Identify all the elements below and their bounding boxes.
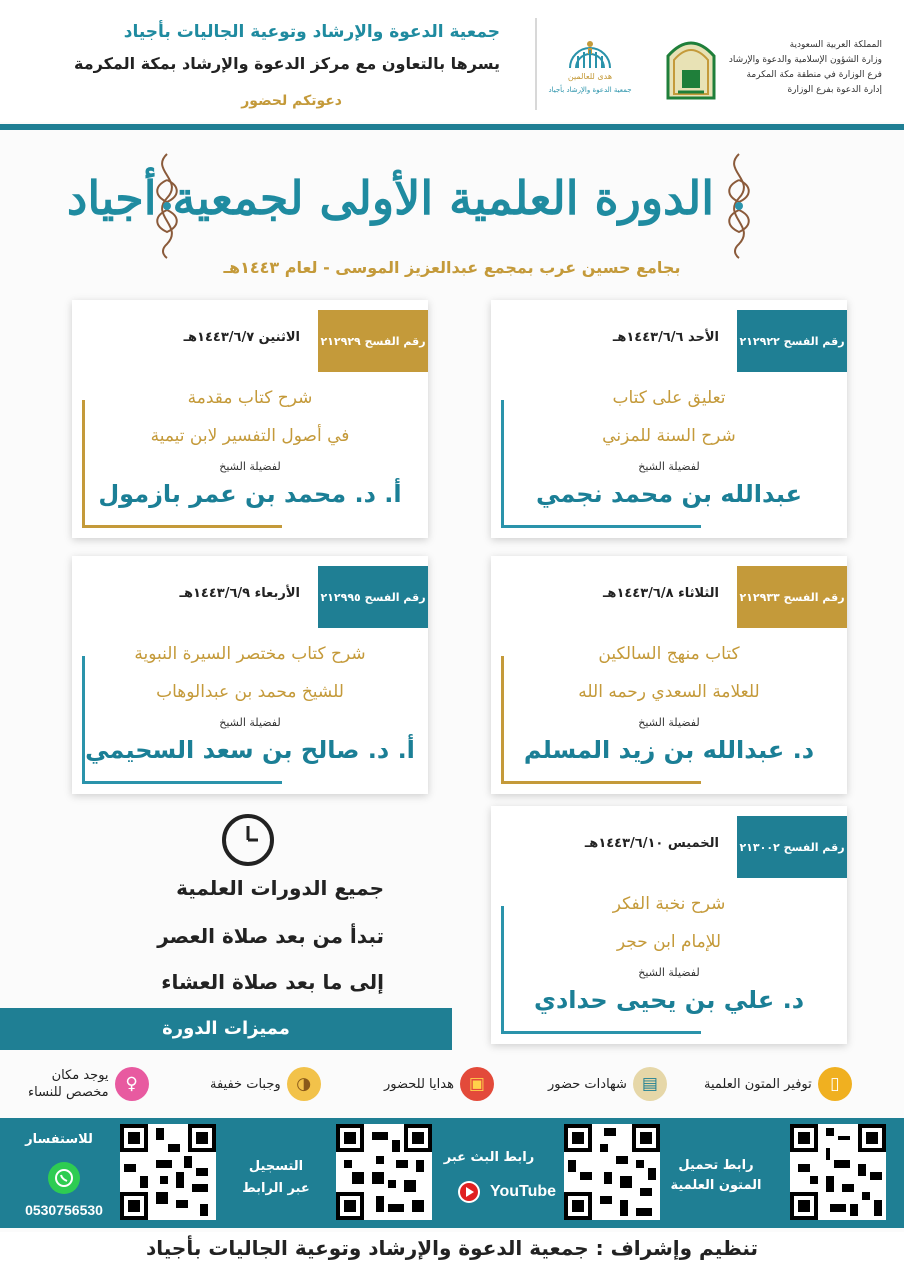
course-title-line-1: شرح نخبة الفكر	[612, 894, 726, 914]
card-frame	[82, 656, 85, 784]
course-card-wednesday	[72, 556, 428, 794]
course-title-line-2: في أصول التفسير لابن تيمية	[150, 426, 350, 446]
ministry-line-1: المملكة العربية السعودية	[789, 40, 882, 50]
subtitle: بجامع حسين عرب بمجمع عبدالعزيز الموسى - لعام ١٤٤٣هـ	[223, 258, 681, 277]
course-by-label: لفضيلة الشيخ	[638, 460, 700, 473]
clock-icon	[220, 812, 276, 868]
permit-number: رقم الفسح ٢١٣٠٠٢	[737, 816, 847, 878]
card-frame	[501, 525, 701, 528]
register-label-2: عبر الرابط	[242, 1181, 310, 1196]
feature-label: يوجد مكان	[51, 1068, 109, 1083]
shaykh-name: د. عبدالله بن زيد المسلم	[523, 736, 815, 764]
feature-label: توفير المتون العلمية	[704, 1076, 812, 1092]
ministry-line-3: فرع الوزارة في منطقة مكة المكرمة	[746, 70, 882, 80]
qr-code-broadcast[interactable]	[564, 1124, 660, 1220]
whatsapp-icon[interactable]	[48, 1162, 80, 1194]
timing-line-3: إلى ما بعد صلاة العشاء	[161, 970, 384, 994]
feature-certificates	[548, 1064, 667, 1104]
card-frame	[501, 400, 504, 528]
header-divider	[535, 18, 537, 110]
timing-line-2: تبدأ من بعد صلاة العصر	[157, 924, 384, 948]
course-title-line-1: تعليق على كتاب	[612, 388, 726, 408]
feature-label: هدايا للحضور	[384, 1076, 454, 1092]
org-title: جمعية الدعوة والإرشاد وتوعية الجاليات بأجياد	[123, 22, 500, 42]
gift-icon: ▣	[460, 1067, 494, 1101]
download-label-1: رابط تحميل	[678, 1158, 754, 1173]
qr-code-register[interactable]	[336, 1124, 432, 1220]
card-frame	[82, 400, 85, 528]
ministry-line-4: إدارة الدعوة بفرع الوزارة	[787, 85, 882, 95]
main-title: الدورة العلمية الأولى لجمعية أجياد	[66, 171, 714, 225]
feature-gifts	[384, 1064, 494, 1104]
card-frame	[501, 656, 504, 784]
youtube-icon	[454, 1180, 484, 1204]
permit-number: رقم الفسح ٢١٢٩٣٣	[737, 566, 847, 628]
ministry-line-2: وزارة الشؤون الإسلامية والدعوة والإرشاد	[728, 55, 882, 65]
course-card-monday	[72, 300, 428, 538]
card-frame	[82, 781, 282, 784]
feature-women-text	[28, 1067, 109, 1101]
course-title-line-1: شرح كتاب مختصر السيرة النبوية	[134, 644, 366, 664]
course-date: الاثنين ١٤٤٣/٦/٧هـ	[183, 330, 300, 345]
broadcast-label: رابط البث عبر	[443, 1150, 535, 1165]
card-frame	[501, 906, 504, 1034]
course-title-line-2: للعلامة السعدي رحمه الله	[578, 682, 760, 702]
course-date: الأحد ١٤٤٣/٦/٦هـ	[612, 330, 719, 345]
card-frame	[82, 525, 282, 528]
feature-women	[28, 1060, 149, 1108]
features-title: مميزات الدورة	[162, 1018, 290, 1039]
permit-number: رقم الفسح ٢١٢٩٢٢	[737, 310, 847, 372]
timing-line-1: جميع الدورات العلمية	[176, 876, 384, 900]
qr-code-inquiry[interactable]	[120, 1124, 216, 1220]
course-date: الخميس ١٤٤٣/٦/١٠هـ	[584, 836, 719, 851]
course-title-line-2: للإمام ابن حجر	[616, 932, 722, 952]
register-label	[226, 1156, 326, 1200]
hudaa-logo-text: هدى للعالمين	[567, 72, 613, 81]
shaykh-name: عبدالله بن محمد نجمي	[535, 480, 803, 508]
course-date: الثلاثاء ١٤٤٣/٦/٨هـ	[602, 586, 719, 601]
course-title-line-1: كتاب منهج السالكين	[598, 644, 740, 664]
hudaa-logo	[548, 34, 632, 106]
shaykh-name: د. علي بن يحيى حدادي	[533, 986, 805, 1014]
course-by-label: لفضيلة الشيخ	[219, 460, 281, 473]
certificate-icon: ▤	[633, 1067, 667, 1101]
book-icon: ▯	[818, 1067, 852, 1101]
footer-text: تنظيم وإشراف : جمعية الدعوة والإرشاد وتوعية الجاليات بأجياد	[145, 1236, 759, 1260]
permit-number: رقم الفسح ٢١٢٩٢٩	[318, 310, 428, 372]
phone-number[interactable]: 0530756530	[25, 1202, 103, 1218]
youtube-link[interactable]	[454, 1180, 556, 1204]
ornament-right-icon	[712, 150, 766, 262]
course-card-thursday	[491, 806, 847, 1044]
org-subtitle: يسرها بالتعاون مع مركز الدعوة والإرشاد بمكة المكرمة	[74, 54, 500, 73]
header-rule	[0, 124, 904, 130]
course-title-line-1: شرح كتاب مقدمة	[187, 388, 313, 408]
meal-icon: ◑	[287, 1067, 321, 1101]
feature-texts	[704, 1064, 852, 1104]
qr-code-download[interactable]	[790, 1124, 886, 1220]
youtube-label: YouTube	[490, 1183, 557, 1200]
course-date: الأربعاء ١٤٤٣/٦/٩هـ	[179, 586, 300, 601]
course-by-label: لفضيلة الشيخ	[638, 716, 700, 729]
register-label-1: التسجيل	[248, 1159, 304, 1174]
course-card-tuesday	[491, 556, 847, 794]
feature-label: وجبات خفيفة	[210, 1076, 281, 1092]
feature-label-2: مخصص للنساء	[28, 1085, 109, 1100]
feature-meals	[210, 1064, 321, 1104]
feature-label: شهادات حضور	[548, 1076, 627, 1092]
card-frame	[501, 1031, 701, 1034]
download-label	[666, 1156, 766, 1196]
shaykh-name: أ. د. محمد بن عمر بازمول	[98, 480, 402, 508]
course-card-sunday	[491, 300, 847, 538]
download-label-2: المتون العلمية	[670, 1178, 762, 1193]
ministry-text	[707, 38, 882, 98]
hudaa-logo-sub: جمعية الدعوة والإرشاد بأجياد	[548, 86, 632, 94]
invite-text: دعوتكم لحضور	[241, 93, 342, 109]
shaykh-name: أ. د. صالح بن سعد السحيمي	[85, 736, 415, 764]
course-by-label: لفضيلة الشيخ	[638, 966, 700, 979]
permit-number: رقم الفسح ٢١٢٩٩٥	[318, 566, 428, 628]
inquiry-label: للاستفسار	[25, 1132, 93, 1147]
course-by-label: لفضيلة الشيخ	[219, 716, 281, 729]
women-icon: ♀	[115, 1067, 149, 1101]
course-title-line-2: شرح السنة للمزني	[602, 426, 736, 446]
card-frame	[501, 781, 701, 784]
course-title-line-2: للشيخ محمد بن عبدالوهاب	[156, 682, 344, 702]
